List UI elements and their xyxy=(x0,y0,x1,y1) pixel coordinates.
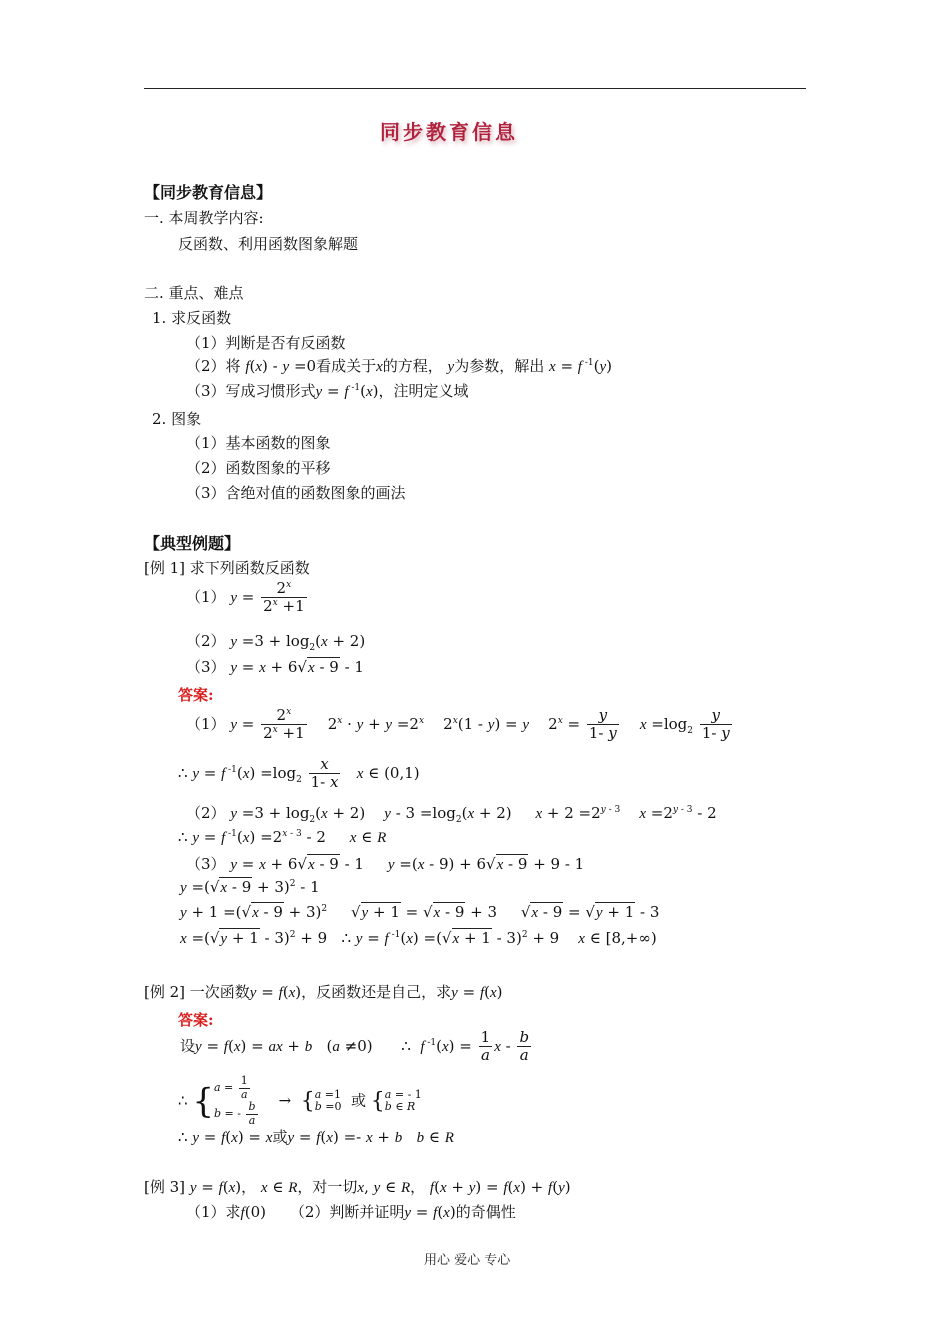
section-heading-info: 【同步教育信息】 xyxy=(144,183,273,202)
point-1-3: （3）写成习惯形式y = f $^{-1}$(x)，注明定义域 xyxy=(186,382,469,400)
ex1-solution-3-step1: $y =(√x - 9 + 3)^2 - 1$ xyxy=(180,878,320,896)
point-graph: 2. 图象 xyxy=(152,410,202,428)
ex1-problem-3: （3） y = x + 6√x - 9 - 1 xyxy=(186,658,364,676)
ex2-solution-system: ∴ {a = $\frac{1}{a}$ b = - $\frac{b}{a}$ → {a =1 b =0 或 {a = - 1 b ∈ R xyxy=(178,1074,422,1127)
example-1-title: [例 1] 求下列函数反函数 xyxy=(144,559,310,577)
point-2-1: （1）基本函数的图象 xyxy=(186,434,331,452)
banner-title: 同步教育信息 xyxy=(380,120,518,144)
point-2-3: （3）含绝对值的函数图象的画法 xyxy=(186,484,406,502)
answer-label-1: 答案: xyxy=(178,686,214,704)
point-2-2: （2）函数图象的平移 xyxy=(186,459,331,477)
ex1-solution-2-result: ∴ y = f $^{-1}(x) =2^{x - 3} - 2$ x ∈ R xyxy=(178,828,387,846)
point-inverse-function: 1. 求反函数 xyxy=(152,309,232,327)
answer-label-2: 答案: xyxy=(178,1011,214,1029)
ex1-problem-1: （1） y = $\frac{2^x}{2^x +1}$ xyxy=(186,579,305,616)
ex2-solution-result: ∴ y = f(x) = x或y = f(x) =- x + b b ∈ R xyxy=(178,1128,454,1146)
ex1-solution-3-step2: $y + 1 =(√x - 9 + 3)^2$ √y + 1 = √x - 9 + 3 √x - 9 = √y + 1 - 3 xyxy=(180,903,660,921)
example-2-title: [例 2] 一次函数y = f(x)，反函数还是自己，求y = f(x) xyxy=(144,983,503,1001)
ex3-questions: （1）求f(0) （2）判断并证明y = f(x)的奇偶性 xyxy=(186,1203,516,1221)
ex1-solution-3: （3） y = x + 6√x - 9 - 1 y =(x - 9) + 6√x - 9 + 9 - 1 xyxy=(186,855,585,873)
point-1-2: （2）将 f(x) - y =0看成关于x的方程， y为参数，解出 x = f $^{-1}$(y) xyxy=(186,357,612,375)
ex1-solution-3-result: $x =(√y + 1 - 3)^2 + 9$ ∴ y = f $^{-1}(x) =(√x + 1 - 3)^2 + 9$ x ∈ [8,+∞) xyxy=(180,929,657,947)
ex2-solution-setup: 设y = f(x) = ax + b (a ≠0) ∴ f $^{-1}$(x) = $\frac{1}{a}$ x - $\frac{b}{a}$ xyxy=(180,1028,530,1065)
weekly-content-text: 反函数、利用函数图象解题 xyxy=(178,235,359,253)
point-1-1: （1）判断是否有反函数 xyxy=(186,334,346,352)
example-3-title: [例 3] y = f(x)， x ∈ R，对一切x, y ∈ R， f(x + y) = f(x) + f(y) xyxy=(144,1178,571,1196)
key-points-label: 二. 重点、难点 xyxy=(144,284,244,302)
ex1-solution-1: （1） y = $\frac{2^x}{2^x +1}$ $2^x \cdot y + y =2^x$ 2$^x$(1 - y) = y $2^x$ = $\frac{y}{1- y}$ $x =\log_2$ $\frac{y}{1- y}$ xyxy=(186,706,730,743)
ex1-solution-2: （2） $y =3 + \log_2(x + 2)$ $y - 3 =\log_2(x + 2)$ $x + 2 =2^{y - 3}$ $x =2^{y - 3} - 2$ xyxy=(186,804,717,825)
weekly-content-label: 一. 本周教学内容: xyxy=(144,209,264,227)
ex1-solution-1-result: ∴ y = f $^{-1}(x) =\log_2$ $\frac{x}{1- x}$ x ∈ (0,1) xyxy=(178,755,420,792)
section-heading-examples: 【典型例题】 xyxy=(144,534,241,553)
page-footer: 用心 爱心 专心 xyxy=(424,1253,511,1268)
header-rule xyxy=(144,88,806,89)
ex1-problem-2: （2） $y =3 + \log_2(x + 2)$ xyxy=(186,632,366,653)
